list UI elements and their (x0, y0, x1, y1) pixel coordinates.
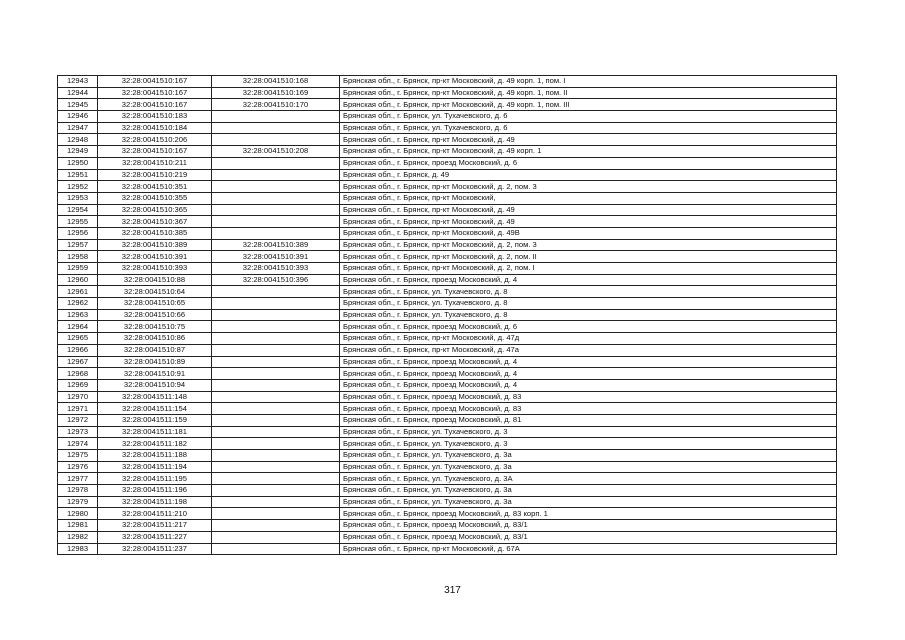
table-row (58, 204, 837, 216)
linked-cadastral-number-cell (212, 111, 340, 123)
linked-cadastral-number-cell (212, 157, 340, 169)
cadastral-number-cell: 32:28:0041511:237 (98, 543, 212, 555)
cadastral-number-cell: 32:28:0041511:194 (98, 461, 212, 473)
cadastral-number-cell: 32:28:0041511:159 (98, 414, 212, 426)
cadastral-number-cell: 32:28:0041511:196 (98, 485, 212, 497)
row-number-cell: 12943 (58, 76, 98, 88)
address-cell: Брянская обл., г. Брянск, пр-кт Московский, д. 49 корп. 1 (340, 146, 837, 158)
cadastral-number-cell: 32:28:0041510:88 (98, 274, 212, 286)
row-number-cell: 12974 (58, 438, 98, 450)
linked-cadastral-number-cell (212, 414, 340, 426)
cadastral-number-cell: 32:28:0041511:227 (98, 531, 212, 543)
linked-cadastral-number-cell (212, 192, 340, 204)
table-row (58, 461, 837, 473)
linked-cadastral-number-cell (212, 122, 340, 134)
address-cell: Брянская обл., г. Брянск, проезд Московский, д. 83/1 (340, 531, 837, 543)
row-number-cell: 12960 (58, 274, 98, 286)
cadastral-number-cell: 32:28:0041511:148 (98, 391, 212, 403)
table-row (58, 321, 837, 333)
linked-cadastral-number-cell (212, 134, 340, 146)
row-number-cell: 12945 (58, 99, 98, 111)
address-cell: Брянская обл., г. Брянск, пр-кт Московский, д. 49 корп. 1, пом. II (340, 87, 837, 99)
table-row (58, 379, 837, 391)
address-cell: Брянская обл., г. Брянск, проезд Московский, д. 83 корп. 1 (340, 508, 837, 520)
linked-cadastral-number-cell (212, 450, 340, 462)
linked-cadastral-number-cell: 32:28:0041510:208 (212, 146, 340, 158)
table-row (58, 344, 837, 356)
table-row (58, 87, 837, 99)
cadastral-number-cell: 32:28:0041510:351 (98, 181, 212, 193)
row-number-cell: 12966 (58, 344, 98, 356)
registry-table-body (58, 76, 837, 555)
linked-cadastral-number-cell (212, 344, 340, 356)
linked-cadastral-number-cell (212, 438, 340, 450)
address-cell: Брянская обл., г. Брянск, пр-кт Московский, д. 2, пом. I (340, 263, 837, 275)
cadastral-number-cell: 32:28:0041510:89 (98, 356, 212, 368)
cadastral-number-cell: 32:28:0041510:64 (98, 286, 212, 298)
table-row (58, 99, 837, 111)
row-number-cell: 12983 (58, 543, 98, 555)
table-row (58, 227, 837, 239)
table-row (58, 403, 837, 415)
table-row (58, 438, 837, 450)
linked-cadastral-number-cell (212, 496, 340, 508)
table-row (58, 122, 837, 134)
cadastral-number-cell: 32:28:0041510:91 (98, 368, 212, 380)
row-number-cell: 12965 (58, 333, 98, 345)
linked-cadastral-number-cell: 32:28:0041510:389 (212, 239, 340, 251)
page-number: 317 (444, 585, 461, 596)
table-row (58, 450, 837, 462)
linked-cadastral-number-cell (212, 227, 340, 239)
address-cell: Брянская обл., г. Брянск, проезд Московский, д. 83/1 (340, 520, 837, 532)
address-cell: Брянская обл., г. Брянск, ул. Тухачевского, д. 3а (340, 450, 837, 462)
registry-table (57, 75, 837, 555)
cadastral-number-cell: 32:28:0041511:182 (98, 438, 212, 450)
table-row (58, 531, 837, 543)
row-number-cell: 12952 (58, 181, 98, 193)
address-cell: Брянская обл., г. Брянск, пр-кт Московский, д. 47а (340, 344, 837, 356)
address-cell: Брянская обл., г. Брянск, пр-кт Московский, д. 2, пом. II (340, 251, 837, 263)
table-row (58, 216, 837, 228)
table-row (58, 473, 837, 485)
linked-cadastral-number-cell (212, 543, 340, 555)
table-row (58, 111, 837, 123)
cadastral-number-cell: 32:28:0041510:167 (98, 146, 212, 158)
linked-cadastral-number-cell (212, 204, 340, 216)
linked-cadastral-number-cell (212, 333, 340, 345)
address-cell: Брянская обл., г. Брянск, проезд Московский, д. 4 (340, 368, 837, 380)
table-row (58, 263, 837, 275)
address-cell: Брянская обл., г. Брянск, проезд Московский, д. 81 (340, 414, 837, 426)
row-number-cell: 12967 (58, 356, 98, 368)
linked-cadastral-number-cell (212, 298, 340, 310)
cadastral-number-cell: 32:28:0041510:385 (98, 227, 212, 239)
address-cell: Брянская обл., г. Брянск, ул. Тухачевского, д. 3 (340, 426, 837, 438)
cadastral-number-cell: 32:28:0041510:393 (98, 263, 212, 275)
linked-cadastral-number-cell (212, 473, 340, 485)
table-row (58, 239, 837, 251)
linked-cadastral-number-cell (212, 508, 340, 520)
cadastral-number-cell: 32:28:0041510:391 (98, 251, 212, 263)
cadastral-number-cell: 32:28:0041511:195 (98, 473, 212, 485)
address-cell: Брянская обл., г. Брянск, пр-кт Московский, (340, 192, 837, 204)
table-row (58, 286, 837, 298)
cadastral-number-cell: 32:28:0041510:167 (98, 99, 212, 111)
address-cell: Брянская обл., г. Брянск, ул. Тухачевского, д. 8 (340, 298, 837, 310)
address-cell: Брянская обл., г. Брянск, ул. Тухачевского, д. 3а (340, 461, 837, 473)
address-cell: Брянская обл., г. Брянск, пр-кт Московский, д. 49 (340, 216, 837, 228)
cadastral-number-cell: 32:28:0041510:167 (98, 87, 212, 99)
row-number-cell: 12976 (58, 461, 98, 473)
row-number-cell: 12973 (58, 426, 98, 438)
cadastral-number-cell: 32:28:0041510:66 (98, 309, 212, 321)
row-number-cell: 12964 (58, 321, 98, 333)
address-cell: Брянская обл., г. Брянск, пр-кт Московский, д. 49В (340, 227, 837, 239)
table-row (58, 251, 837, 263)
table-row (58, 76, 837, 88)
cadastral-number-cell: 32:28:0041510:65 (98, 298, 212, 310)
table-row (58, 426, 837, 438)
linked-cadastral-number-cell: 32:28:0041510:170 (212, 99, 340, 111)
cadastral-number-cell: 32:28:0041510:184 (98, 122, 212, 134)
cadastral-number-cell: 32:28:0041511:188 (98, 450, 212, 462)
row-number-cell: 12947 (58, 122, 98, 134)
address-cell: Брянская обл., г. Брянск, пр-кт Московский, д. 49 (340, 134, 837, 146)
table-row (58, 181, 837, 193)
address-cell: Брянская обл., г. Брянск, проезд Московский, д. 83 (340, 391, 837, 403)
address-cell: Брянская обл., г. Брянск, пр-кт Московский, д. 49 корп. 1, пом. III (340, 99, 837, 111)
table-row (58, 543, 837, 555)
linked-cadastral-number-cell (212, 403, 340, 415)
linked-cadastral-number-cell (212, 216, 340, 228)
row-number-cell: 12979 (58, 496, 98, 508)
row-number-cell: 12975 (58, 450, 98, 462)
linked-cadastral-number-cell (212, 426, 340, 438)
table-row (58, 298, 837, 310)
cadastral-number-cell: 32:28:0041510:206 (98, 134, 212, 146)
cadastral-number-cell: 32:28:0041510:75 (98, 321, 212, 333)
linked-cadastral-number-cell (212, 286, 340, 298)
address-cell: Брянская обл., г. Брянск, ул. Тухачевского, д. 3А (340, 473, 837, 485)
row-number-cell: 12980 (58, 508, 98, 520)
address-cell: Брянская обл., г. Брянск, проезд Московский, д. 4 (340, 379, 837, 391)
table-row (58, 309, 837, 321)
linked-cadastral-number-cell (212, 169, 340, 181)
cadastral-number-cell: 32:28:0041510:389 (98, 239, 212, 251)
address-cell: Брянская обл., г. Брянск, пр-кт Московский, д. 47д (340, 333, 837, 345)
row-number-cell: 12951 (58, 169, 98, 181)
linked-cadastral-number-cell: 32:28:0041510:168 (212, 76, 340, 88)
address-cell: Брянская обл., г. Брянск, проезд Московский, д. 83 (340, 403, 837, 415)
cadastral-number-cell: 32:28:0041510:211 (98, 157, 212, 169)
address-cell: Брянская обл., г. Брянск, д. 49 (340, 169, 837, 181)
cadastral-number-cell: 32:28:0041511:181 (98, 426, 212, 438)
row-number-cell: 12957 (58, 239, 98, 251)
row-number-cell: 12972 (58, 414, 98, 426)
row-number-cell: 12969 (58, 379, 98, 391)
linked-cadastral-number-cell (212, 379, 340, 391)
linked-cadastral-number-cell (212, 181, 340, 193)
address-cell: Брянская обл., г. Брянск, ул. Тухачевского, д. 6 (340, 122, 837, 134)
row-number-cell: 12959 (58, 263, 98, 275)
linked-cadastral-number-cell (212, 485, 340, 497)
cadastral-number-cell: 32:28:0041510:87 (98, 344, 212, 356)
row-number-cell: 12961 (58, 286, 98, 298)
cadastral-number-cell: 32:28:0041510:219 (98, 169, 212, 181)
cadastral-number-cell: 32:28:0041510:86 (98, 333, 212, 345)
address-cell: Брянская обл., г. Брянск, пр-кт Московский, д. 49 корп. 1, пом. I (340, 76, 837, 88)
row-number-cell: 12970 (58, 391, 98, 403)
table-row (58, 485, 837, 497)
row-number-cell: 12949 (58, 146, 98, 158)
address-cell: Брянская обл., г. Брянск, проезд Московский, д. 6 (340, 321, 837, 333)
cadastral-number-cell: 32:28:0041510:355 (98, 192, 212, 204)
address-cell: Брянская обл., г. Брянск, ул. Тухачевского, д. 3а (340, 496, 837, 508)
row-number-cell: 12946 (58, 111, 98, 123)
table-row (58, 520, 837, 532)
cadastral-number-cell: 32:28:0041511:198 (98, 496, 212, 508)
linked-cadastral-number-cell: 32:28:0041510:169 (212, 87, 340, 99)
row-number-cell: 12944 (58, 87, 98, 99)
row-number-cell: 12956 (58, 227, 98, 239)
cadastral-number-cell: 32:28:0041510:367 (98, 216, 212, 228)
address-cell: Брянская обл., г. Брянск, проезд Московский, д. 6 (340, 157, 837, 169)
linked-cadastral-number-cell (212, 391, 340, 403)
row-number-cell: 12971 (58, 403, 98, 415)
table-row (58, 356, 837, 368)
linked-cadastral-number-cell: 32:28:0041510:391 (212, 251, 340, 263)
table-row (58, 508, 837, 520)
row-number-cell: 12953 (58, 192, 98, 204)
address-cell: Брянская обл., г. Брянск, пр-кт Московский, д. 49 (340, 204, 837, 216)
table-row (58, 192, 837, 204)
table-row (58, 169, 837, 181)
table-row (58, 414, 837, 426)
table-row (58, 134, 837, 146)
table-row (58, 157, 837, 169)
linked-cadastral-number-cell (212, 461, 340, 473)
row-number-cell: 12948 (58, 134, 98, 146)
linked-cadastral-number-cell (212, 356, 340, 368)
cadastral-number-cell: 32:28:0041511:154 (98, 403, 212, 415)
address-cell: Брянская обл., г. Брянск, ул. Тухачевского, д. 8 (340, 286, 837, 298)
linked-cadastral-number-cell: 32:28:0041510:396 (212, 274, 340, 286)
linked-cadastral-number-cell (212, 531, 340, 543)
address-cell: Брянская обл., г. Брянск, пр-кт Московский, д. 2, пом. 3 (340, 239, 837, 251)
table-row (58, 391, 837, 403)
row-number-cell: 12955 (58, 216, 98, 228)
cadastral-number-cell: 32:28:0041511:210 (98, 508, 212, 520)
address-cell: Брянская обл., г. Брянск, пр-кт Московский, д. 67А (340, 543, 837, 555)
row-number-cell: 12968 (58, 368, 98, 380)
cadastral-number-cell: 32:28:0041510:183 (98, 111, 212, 123)
linked-cadastral-number-cell (212, 321, 340, 333)
table-row (58, 274, 837, 286)
table-row (58, 368, 837, 380)
address-cell: Брянская обл., г. Брянск, проезд Московский, д. 4 (340, 356, 837, 368)
linked-cadastral-number-cell (212, 368, 340, 380)
table-row (58, 146, 837, 158)
linked-cadastral-number-cell (212, 520, 340, 532)
row-number-cell: 12981 (58, 520, 98, 532)
row-number-cell: 12962 (58, 298, 98, 310)
address-cell: Брянская обл., г. Брянск, ул. Тухачевского, д. 3 (340, 438, 837, 450)
table-row (58, 333, 837, 345)
cadastral-number-cell: 32:28:0041510:365 (98, 204, 212, 216)
row-number-cell: 12963 (58, 309, 98, 321)
row-number-cell: 12950 (58, 157, 98, 169)
row-number-cell: 12977 (58, 473, 98, 485)
address-cell: Брянская обл., г. Брянск, ул. Тухачевского, д. 8 (340, 309, 837, 321)
row-number-cell: 12958 (58, 251, 98, 263)
address-cell: Брянская обл., г. Брянск, проезд Московский, д. 4 (340, 274, 837, 286)
linked-cadastral-number-cell (212, 309, 340, 321)
cadastral-number-cell: 32:28:0041510:94 (98, 379, 212, 391)
row-number-cell: 12978 (58, 485, 98, 497)
row-number-cell: 12954 (58, 204, 98, 216)
address-cell: Брянская обл., г. Брянск, пр-кт Московский, д. 2, пом. 3 (340, 181, 837, 193)
table-row (58, 496, 837, 508)
cadastral-number-cell: 32:28:0041510:167 (98, 76, 212, 88)
address-cell: Брянская обл., г. Брянск, ул. Тухачевского, д. 6 (340, 111, 837, 123)
linked-cadastral-number-cell: 32:28:0041510:393 (212, 263, 340, 275)
cadastral-number-cell: 32:28:0041511:217 (98, 520, 212, 532)
row-number-cell: 12982 (58, 531, 98, 543)
address-cell: Брянская обл., г. Брянск, ул. Тухачевского, д. 3а (340, 485, 837, 497)
